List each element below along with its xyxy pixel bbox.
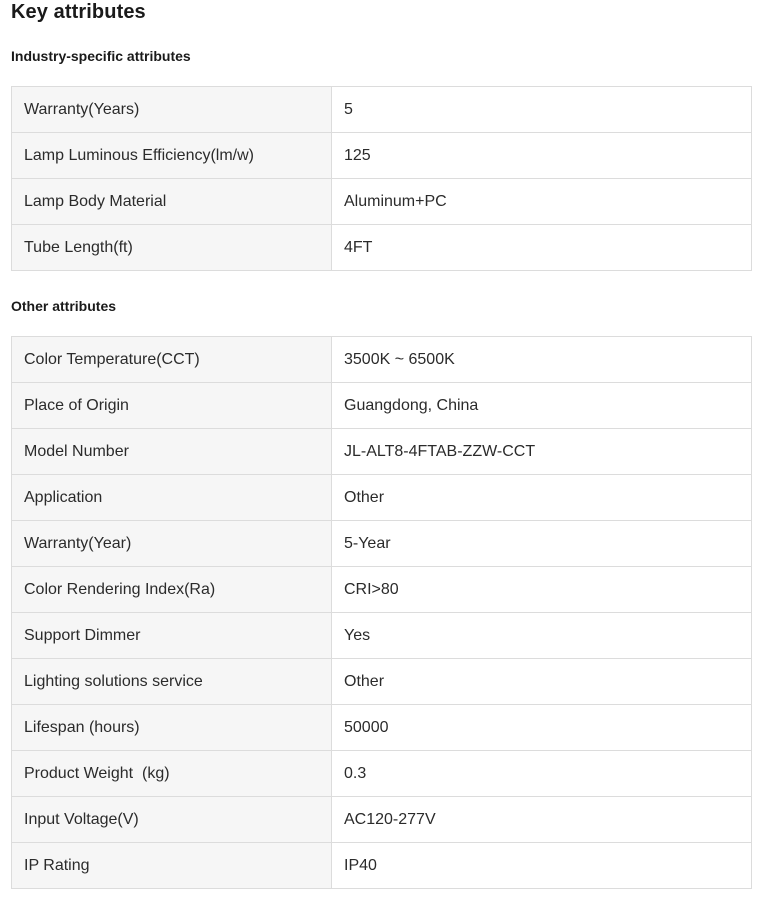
attribute-name: Warranty(Years) [12,87,332,133]
page-title: Key attributes [11,1,146,23]
table-row [12,521,752,567]
attribute-value: 4FT [332,225,752,271]
other-attributes-heading: Other attributes [11,298,117,314]
attribute-name: Tube Length(ft) [12,225,332,271]
table-row [12,87,752,133]
table-row [12,613,752,659]
attribute-value: 125 [332,133,752,179]
attribute-name: Lifespan (hours) [12,705,332,751]
table-row [12,383,752,429]
attribute-name: Color Temperature(CCT) [12,337,332,383]
attribute-name: Warranty(Year) [12,521,332,567]
attribute-name: Color Rendering Index(Ra) [12,567,332,613]
table-row [12,225,752,271]
table-row [12,475,752,521]
table-row [12,567,752,613]
attribute-value: Aluminum+PC [332,179,752,225]
attribute-value: AC120-277V [332,797,752,843]
industry-attributes-table [11,86,752,271]
table-row [12,751,752,797]
table-row [12,179,752,225]
attribute-name: Product Weight (kg) [12,751,332,797]
attribute-value: Other [332,475,752,521]
table-row [12,843,752,889]
attribute-value: 0.3 [332,751,752,797]
attribute-value: 5-Year [332,521,752,567]
attribute-name: Input Voltage(V) [12,797,332,843]
attribute-name: Application [12,475,332,521]
attribute-value: 50000 [332,705,752,751]
other-attributes-table [11,336,752,889]
table-row [12,133,752,179]
attribute-name: Support Dimmer [12,613,332,659]
attribute-value: Other [332,659,752,705]
attribute-name: Lighting solutions service [12,659,332,705]
attribute-value: Yes [332,613,752,659]
industry-attributes-heading: Industry-specific attributes [11,48,191,64]
attribute-value: Guangdong, China [332,383,752,429]
table-row [12,659,752,705]
attribute-value: IP40 [332,843,752,889]
attribute-value: CRI>80 [332,567,752,613]
table-row [12,429,752,475]
table-row [12,797,752,843]
attribute-value: 5 [332,87,752,133]
attribute-name: IP Rating [12,843,332,889]
attribute-name: Model Number [12,429,332,475]
attribute-name: Lamp Body Material [12,179,332,225]
attribute-name: Place of Origin [12,383,332,429]
attribute-value: 3500K ~ 6500K [332,337,752,383]
attribute-name: Lamp Luminous Efficiency(lm/w) [12,133,332,179]
attribute-value: JL-ALT8-4FTAB-ZZW-CCT [332,429,752,475]
table-row [12,337,752,383]
table-row [12,705,752,751]
